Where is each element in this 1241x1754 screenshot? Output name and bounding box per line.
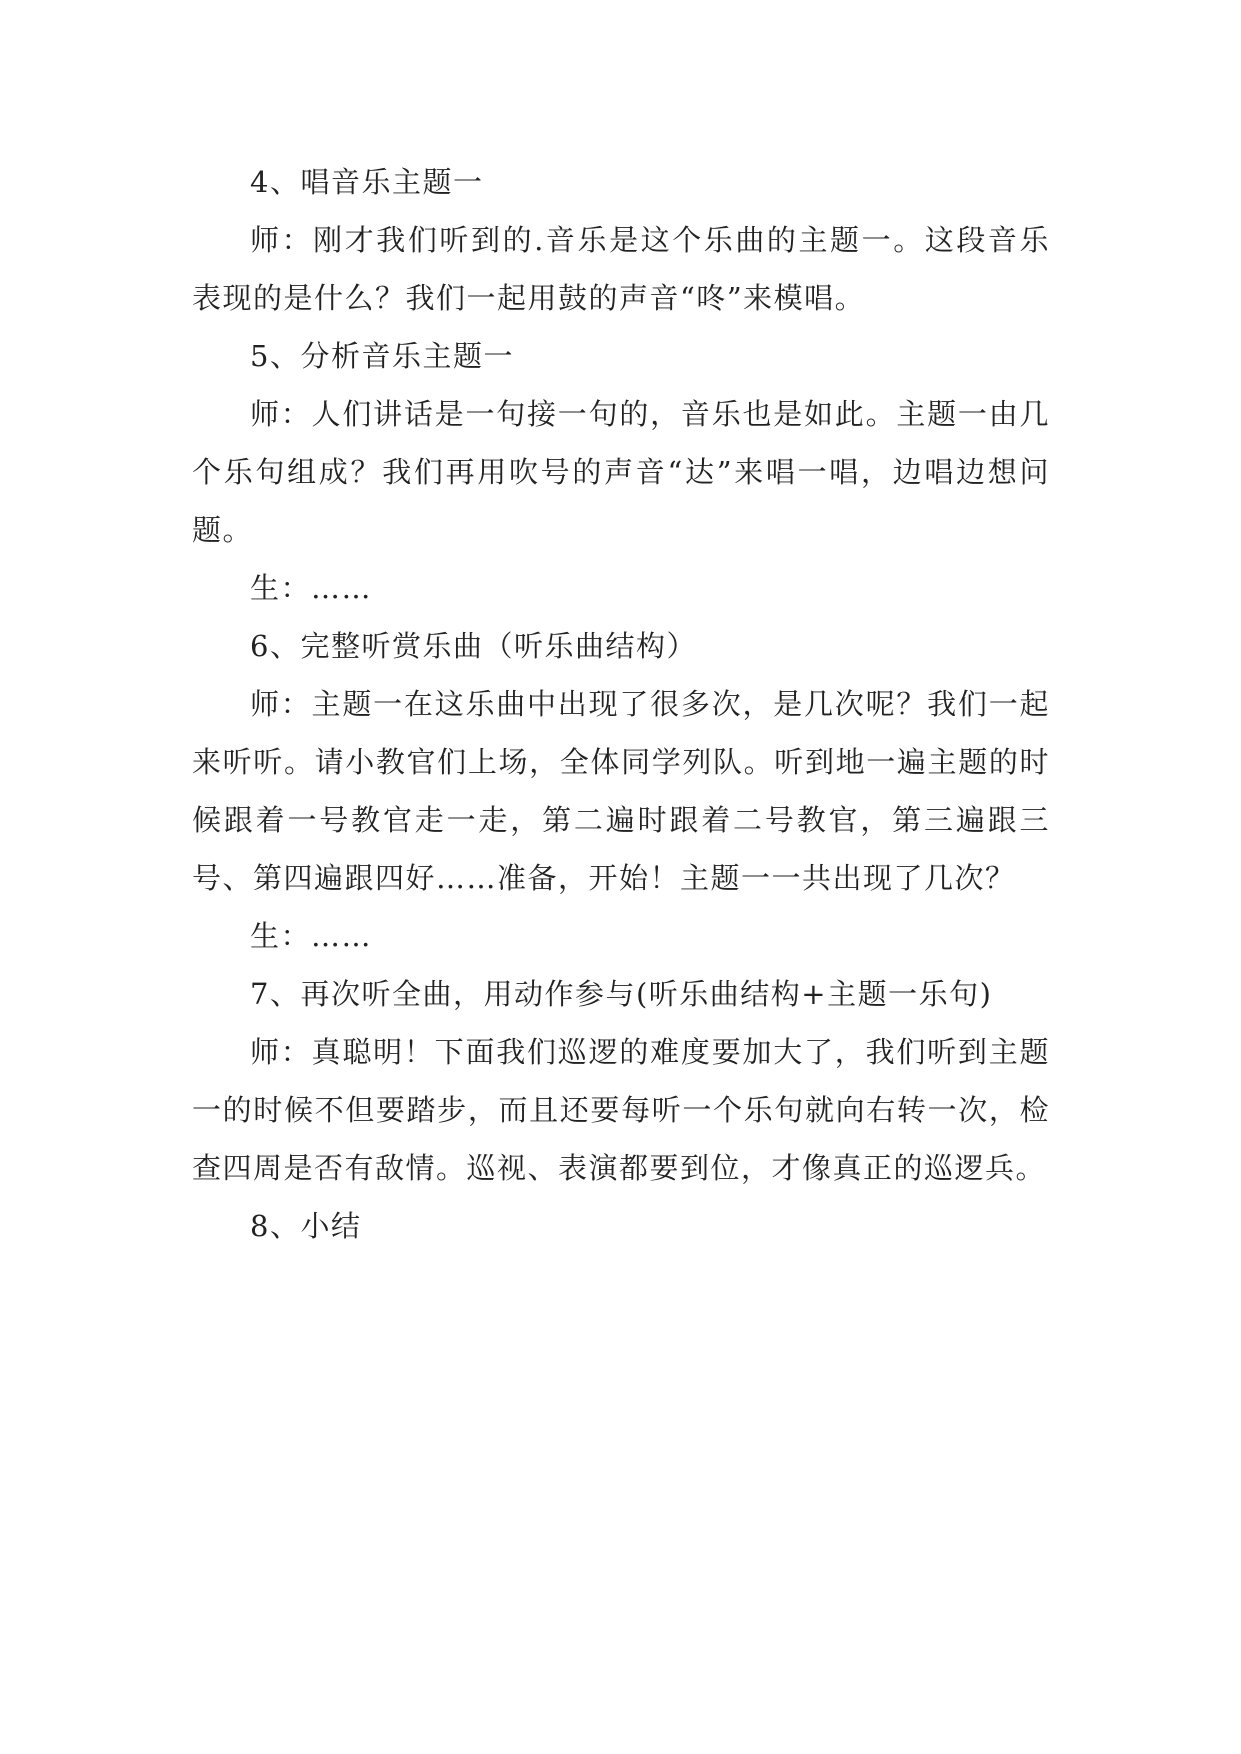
section-heading-4: 4、唱音乐主题一 xyxy=(250,165,484,199)
student-paragraph: 生：…… xyxy=(250,919,373,953)
section-heading-6: 6、完整听赏乐曲（听乐曲结构） xyxy=(250,629,697,663)
teacher-paragraph: 师：刚才我们听到的.音乐是这个乐曲的主题一。这段音乐表现的是什么？我们一起用鼓的声音“咚”来模唱。 xyxy=(192,223,1050,315)
section-heading-7: 7、再次听全曲，用动作参与(听乐曲结构+主题一乐句) xyxy=(250,977,993,1011)
teacher-paragraph: 师：人们讲话是一句接一句的，音乐也是如此。主题一由几个乐句组成？我们再用吹号的声音“达”来唱一唱，边唱边想问题。 xyxy=(192,397,1050,547)
section-heading-5: 5、分析音乐主题一 xyxy=(250,339,514,373)
document-body xyxy=(192,153,1050,1255)
teacher-paragraph: 师：主题一在这乐曲中出现了很多次，是几次呢？我们一起来听听。请小教官们上场，全体同学列队。听到地一遍主题的时候跟着一号教官走一走，第二遍时跟着二号教官，第三遍跟三号、第四遍跟四好……准备，开始！主题一一共出现了几次？ xyxy=(192,687,1050,895)
student-paragraph: 生：…… xyxy=(250,571,373,605)
section-heading-8: 8、小结 xyxy=(250,1209,362,1243)
teacher-paragraph: 师：真聪明！下面我们巡逻的难度要加大了，我们听到主题一的时候不但要踏步，而且还要每听一个乐句就向右转一次，检查四周是否有敌情。巡视、表演都要到位，才像真正的巡逻兵。 xyxy=(192,1035,1050,1185)
